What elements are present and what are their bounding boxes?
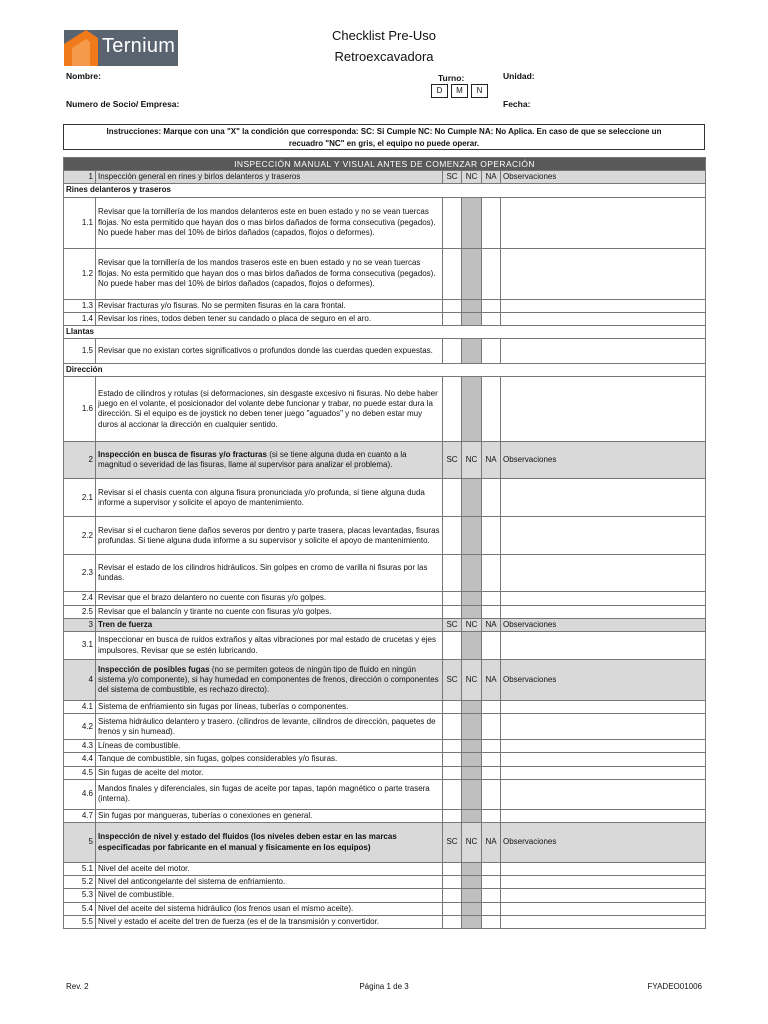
page-title: Checklist Pre-Uso (331, 28, 437, 43)
sc-checkbox-cell[interactable] (443, 197, 462, 248)
fecha-label: Fecha: (503, 99, 531, 109)
checklist-item-row (64, 701, 706, 714)
item-description: Estado de cilindros y rotulas (si deformaciones, sin desgaste excesivo ni fisuras. No debe haber juego en el volante, el posicionador del volante debe funcionar y trabar, no puede estar dura la dirección. Si el equipo es de joystick no deben tener juego "aguados" y no deben estar muy duros al accionar la dirección en cualquier sentido. (96, 377, 443, 442)
section-header-row (64, 823, 706, 863)
observations-cell[interactable] (501, 915, 706, 928)
turno-d-box[interactable]: D (431, 84, 448, 98)
item-number: 5.2 (64, 876, 96, 889)
nc-checkbox-cell[interactable] (462, 915, 482, 928)
item-description: Tanque de combustible, sin fugas, golpes considerables y/o fisuras. (96, 753, 443, 766)
column-header-na: NA (482, 442, 501, 479)
observations-cell[interactable] (501, 377, 706, 442)
item-description: Nivel de combustible. (96, 889, 443, 902)
nc-checkbox-cell[interactable] (462, 779, 482, 809)
observations-cell[interactable] (501, 714, 706, 740)
sc-checkbox-cell[interactable] (443, 377, 462, 442)
item-number: 2.4 (64, 592, 96, 605)
section-header-row (64, 171, 706, 184)
sc-checkbox-cell[interactable] (443, 605, 462, 618)
na-checkbox-cell[interactable] (482, 889, 501, 902)
checklist-item-row (64, 592, 706, 605)
item-number: 5.4 (64, 902, 96, 915)
observations-cell[interactable] (501, 299, 706, 312)
observations-cell[interactable] (501, 889, 706, 902)
sc-checkbox-cell[interactable] (443, 915, 462, 928)
section-header-row (64, 618, 706, 631)
observations-cell[interactable] (501, 740, 706, 753)
instructions-box (63, 124, 705, 150)
na-checkbox-cell[interactable] (482, 312, 501, 325)
section-title-cell (96, 618, 443, 631)
observations-cell[interactable] (501, 248, 706, 299)
category-row (64, 184, 706, 197)
section-title-cell (96, 660, 443, 701)
checklist-item-row (64, 876, 706, 889)
page-subtitle: Retroexcavadora (334, 49, 434, 64)
sc-checkbox-cell[interactable] (443, 312, 462, 325)
na-checkbox-cell[interactable] (482, 766, 501, 779)
item-description: Sistema hidráulico delantero y trasero. (cilindros de levante, cilindros de dirección, paquetes de frenos y sin humead). (96, 714, 443, 740)
item-description: Revisar que la tornillería de los mandos traseros este en buen estado y no se vean tuercas flojas. No esta permitido que hayan dos o mas birlos dañados de forma consecutiva (pegados). No puede haber mas del 10% de birlos dañados (capados, flojos o deformes). (96, 248, 443, 299)
column-header-nc: NC (462, 442, 482, 479)
checklist-item-row (64, 779, 706, 809)
column-header-sc: SC (443, 171, 462, 184)
checklist-item-row (64, 753, 706, 766)
checklist-item-row (64, 555, 706, 592)
item-description: Sistema de enfriamiento sin fugas por líneas, tuberías o componentes. (96, 701, 443, 714)
section-header-row (64, 442, 706, 479)
nc-checkbox-cell[interactable] (462, 592, 482, 605)
checklist-table (63, 157, 706, 929)
checklist-item-row (64, 766, 706, 779)
na-checkbox-cell[interactable] (482, 779, 501, 809)
nc-checkbox-cell[interactable] (462, 339, 482, 364)
nombre-label: Nombre: (66, 71, 101, 81)
na-checkbox-cell[interactable] (482, 915, 501, 928)
nc-checkbox-cell[interactable] (462, 248, 482, 299)
item-description: Sin fugas por mangueras, tuberías o conexiones en general. (96, 809, 443, 822)
checklist-item-row (64, 915, 706, 928)
footer-page-number: Página 1 de 3 (359, 982, 409, 991)
sc-checkbox-cell[interactable] (443, 779, 462, 809)
observations-cell[interactable] (501, 312, 706, 325)
item-description: Revisar si el chasis cuenta con alguna fisura pronunciada y/o profunda, si tiene alguna duda informe a supervisor y solicite el apoyo de mantenimiento. (96, 479, 443, 517)
nc-checkbox-cell[interactable] (462, 809, 482, 822)
column-header-nc: NC (462, 171, 482, 184)
column-header-obs: Observaciones (501, 171, 706, 184)
banner-title: INSPECCIÓN MANUAL Y VISUAL ANTES DE COMENZAR OPERACIÓN (64, 158, 706, 171)
checklist-item-row (64, 339, 706, 364)
item-description: Revisar si el cucharon tiene daños severos por dentro y parte trasera, placas levantadas, fisuras profundas. Si tiene alguna duda informe a su supervisor y solicite el apoyo de mantenimiento. (96, 517, 443, 555)
section-number: 3 (64, 618, 96, 631)
item-description: Mandos finales y diferenciales, sin fugas de aceite por tapas, tapón magnético o parte trasera (interna). (96, 779, 443, 809)
item-number: 2.5 (64, 605, 96, 618)
item-description: Revisar que el balancín y tirante no cuente con fisuras y/o golpes. (96, 605, 443, 618)
observations-cell[interactable] (501, 766, 706, 779)
column-header-na: NA (482, 618, 501, 631)
nc-checkbox-cell[interactable] (462, 555, 482, 592)
column-header-sc: SC (443, 442, 462, 479)
na-checkbox-cell[interactable] (482, 299, 501, 312)
checklist-item-row (64, 248, 706, 299)
observations-cell[interactable] (501, 605, 706, 618)
item-number: 3.1 (64, 632, 96, 660)
section-number: 5 (64, 823, 96, 863)
checklist-item-row (64, 479, 706, 517)
item-description: Sin fugas de aceite del motor. (96, 766, 443, 779)
observations-cell[interactable] (501, 339, 706, 364)
na-checkbox-cell[interactable] (482, 592, 501, 605)
na-checkbox-cell[interactable] (482, 555, 501, 592)
section-number: 1 (64, 171, 96, 184)
item-description: Inspeccionar en busca de ruidos extraños y altas vibraciones por mal estado de crucetas y ejes impulsores. Revisar que se estén lubricando. (96, 632, 443, 660)
column-header-sc: SC (443, 823, 462, 863)
checklist-item-row (64, 902, 706, 915)
category-label: Llantas (64, 326, 706, 339)
checklist-item-row (64, 605, 706, 618)
observations-cell[interactable] (501, 701, 706, 714)
nc-checkbox-cell[interactable] (462, 377, 482, 442)
column-header-na: NA (482, 171, 501, 184)
nc-checkbox-cell[interactable] (462, 753, 482, 766)
section-number: 4 (64, 660, 96, 701)
sc-checkbox-cell[interactable] (443, 632, 462, 660)
column-header-obs: Observaciones (501, 823, 706, 863)
nc-checkbox-cell[interactable] (462, 312, 482, 325)
nc-checkbox-cell[interactable] (462, 863, 482, 876)
checklist-item-row (64, 197, 706, 248)
item-description: Nivel del aceite del motor. (96, 863, 443, 876)
na-checkbox-cell[interactable] (482, 339, 501, 364)
logo-text: Ternium (102, 35, 176, 57)
socio-label: Numero de Socio/ Empresa: (66, 99, 180, 109)
section-title: Inspección en busca de fisuras y/o fracturas (98, 450, 267, 460)
observations-cell[interactable] (501, 479, 706, 517)
sc-checkbox-cell[interactable] (443, 876, 462, 889)
item-number: 2.1 (64, 479, 96, 517)
checklist-item-row (64, 517, 706, 555)
section-title: Inspección de posibles fugas (98, 664, 210, 674)
item-description: Revisar que la tornillería de los mandos delanteros este en buen estado y no se vean tuercas flojas. No esta permitido que hayan dos o mas birlos dañados de forma consecutiva (pegados). No puede haber mas del 10% de birlos dañados (capados, flojos o deformes). (96, 197, 443, 248)
column-header-nc: NC (462, 660, 482, 701)
nc-checkbox-cell[interactable] (462, 517, 482, 555)
item-number: 5.1 (64, 863, 96, 876)
column-header-obs: Observaciones (501, 442, 706, 479)
item-number: 1.3 (64, 299, 96, 312)
checklist-item-row (64, 377, 706, 442)
checklist-item-row (64, 299, 706, 312)
observations-cell[interactable] (501, 902, 706, 915)
sc-checkbox-cell[interactable] (443, 809, 462, 822)
nc-checkbox-cell[interactable] (462, 479, 482, 517)
checklist-item-row (64, 632, 706, 660)
item-number: 4.4 (64, 753, 96, 766)
footer-form-code: FYADEO01006 (647, 982, 702, 991)
item-number: 4.2 (64, 714, 96, 740)
item-number: 1.6 (64, 377, 96, 442)
turno-options (431, 84, 491, 98)
column-header-na: NA (482, 660, 501, 701)
na-checkbox-cell[interactable] (482, 377, 501, 442)
sc-checkbox-cell[interactable] (443, 740, 462, 753)
na-checkbox-cell[interactable] (482, 902, 501, 915)
column-header-sc: SC (443, 618, 462, 631)
observations-cell[interactable] (501, 592, 706, 605)
item-description: Nivel del anticongelante del sistema de enfriamiento. (96, 876, 443, 889)
column-header-sc: SC (443, 660, 462, 701)
section-note: (no se permiten goteos de ningún tipo de fluido en ningún sistema y/o componente), si hay humedad en componentes de frenos, dirección o componentes del sistema de combustible, es rechazo directo). (98, 664, 439, 695)
item-description: Líneas de combustible. (96, 740, 443, 753)
section-note: (si se tiene alguna duda en cuanto a la magnitud o severidad de las fisuras, llame al supervisor para analizar el problema). (98, 450, 407, 470)
item-description: Revisar el estado de los cilindros hidráulicos. Sin golpes en cromo de varilla ni fisuras por las fundas. (96, 555, 443, 592)
na-checkbox-cell[interactable] (482, 479, 501, 517)
section-title-cell (96, 442, 443, 479)
item-number: 1.1 (64, 197, 96, 248)
column-header-obs: Observaciones (501, 618, 706, 631)
footer-revision: Rev. 2 (66, 982, 89, 991)
turno-n-box[interactable]: N (471, 84, 488, 98)
item-number: 4.6 (64, 779, 96, 809)
item-number: 4.7 (64, 809, 96, 822)
item-description: Revisar fracturas y/o fisuras. No se permiten fisuras en la cara frontal. (96, 299, 443, 312)
turno-m-box[interactable]: M (451, 84, 468, 98)
column-header-nc: NC (462, 823, 482, 863)
observations-cell[interactable] (501, 863, 706, 876)
sc-checkbox-cell[interactable] (443, 592, 462, 605)
nc-checkbox-cell[interactable] (462, 714, 482, 740)
item-description: Revisar que el brazo delantero no cuente con fisuras y/o golpes. (96, 592, 443, 605)
nc-checkbox-cell[interactable] (462, 632, 482, 660)
na-checkbox-cell[interactable] (482, 605, 501, 618)
item-number: 4.1 (64, 701, 96, 714)
item-number: 4.3 (64, 740, 96, 753)
observations-cell[interactable] (501, 753, 706, 766)
category-row (64, 326, 706, 339)
checklist-item-row (64, 740, 706, 753)
column-header-nc: NC (462, 618, 482, 631)
na-checkbox-cell[interactable] (482, 740, 501, 753)
category-row (64, 364, 706, 377)
na-checkbox-cell[interactable] (482, 714, 501, 740)
sc-checkbox-cell[interactable] (443, 863, 462, 876)
sc-checkbox-cell[interactable] (443, 902, 462, 915)
nc-checkbox-cell[interactable] (462, 766, 482, 779)
na-checkbox-cell[interactable] (482, 876, 501, 889)
checklist-item-row (64, 809, 706, 822)
observations-cell[interactable] (501, 876, 706, 889)
nc-checkbox-cell[interactable] (462, 740, 482, 753)
category-label: Rines delanteros y traseros (64, 184, 706, 197)
category-label: Dirección (64, 364, 706, 377)
section-title: Tren de fuerza (98, 619, 153, 629)
na-checkbox-cell[interactable] (482, 517, 501, 555)
checklist-item-row (64, 714, 706, 740)
item-number: 1.2 (64, 248, 96, 299)
sc-checkbox-cell[interactable] (443, 479, 462, 517)
sc-checkbox-cell[interactable] (443, 889, 462, 902)
checklist-item-row (64, 312, 706, 325)
observations-cell[interactable] (501, 555, 706, 592)
section-title: Inspección de nivel y estado del fluidos (los niveles deben estar en las marcas especificadas por fabricante en el manual y físicamente en los equipos) (98, 832, 397, 852)
nc-checkbox-cell[interactable] (462, 299, 482, 312)
checklist-item-row (64, 863, 706, 876)
section-number: 2 (64, 442, 96, 479)
item-number: 5.3 (64, 889, 96, 902)
na-checkbox-cell[interactable] (482, 753, 501, 766)
column-header-obs: Observaciones (501, 660, 706, 701)
sc-checkbox-cell[interactable] (443, 339, 462, 364)
unidad-label: Unidad: (503, 71, 535, 81)
sc-checkbox-cell[interactable] (443, 753, 462, 766)
observations-cell[interactable] (501, 197, 706, 248)
na-checkbox-cell[interactable] (482, 863, 501, 876)
sc-checkbox-cell[interactable] (443, 517, 462, 555)
na-checkbox-cell[interactable] (482, 701, 501, 714)
sc-checkbox-cell[interactable] (443, 555, 462, 592)
item-number: 1.4 (64, 312, 96, 325)
na-checkbox-cell[interactable] (482, 197, 501, 248)
item-description: Nivel y estado el aceite del tren de fuerza (es el de la transmisión y convertidor. (96, 915, 443, 928)
sc-checkbox-cell[interactable] (443, 248, 462, 299)
observations-cell[interactable] (501, 779, 706, 809)
turno-label: Turno: (438, 73, 465, 83)
item-number: 5.5 (64, 915, 96, 928)
item-description: Nivel del aceite del sistema hidráulico (los frenos usan el mismo aceite). (96, 902, 443, 915)
item-description: Revisar que no existan cortes significativos o profundos donde las cuerdas queden expuestas. (96, 339, 443, 364)
section-title-cell (96, 823, 443, 863)
instructions-line-2: recuadro "NC" en gris, el equipo no puede operar. (288, 139, 480, 148)
sc-checkbox-cell[interactable] (443, 701, 462, 714)
section-banner (64, 158, 706, 171)
sc-checkbox-cell[interactable] (443, 299, 462, 312)
na-checkbox-cell[interactable] (482, 632, 501, 660)
checklist-item-row (64, 889, 706, 902)
nc-checkbox-cell[interactable] (462, 197, 482, 248)
column-header-na: NA (482, 823, 501, 863)
item-number: 1.5 (64, 339, 96, 364)
nc-checkbox-cell[interactable] (462, 701, 482, 714)
item-description: Revisar los rines, todos deben tener su candado o placa de seguro en el aro. (96, 312, 443, 325)
section-header-row (64, 660, 706, 701)
section-title: Inspección general en rines y birlos delanteros y traseros (98, 172, 301, 182)
item-number: 2.3 (64, 555, 96, 592)
sc-checkbox-cell[interactable] (443, 766, 462, 779)
na-checkbox-cell[interactable] (482, 809, 501, 822)
na-checkbox-cell[interactable] (482, 248, 501, 299)
nc-checkbox-cell[interactable] (462, 876, 482, 889)
observations-cell[interactable] (501, 809, 706, 822)
observations-cell[interactable] (501, 632, 706, 660)
item-number: 4.5 (64, 766, 96, 779)
section-title-cell (96, 171, 443, 184)
nc-checkbox-cell[interactable] (462, 889, 482, 902)
nc-checkbox-cell[interactable] (462, 902, 482, 915)
nc-checkbox-cell[interactable] (462, 605, 482, 618)
instructions-line-1: Instrucciones: Marque con una "X" la condición que corresponda: SC: Si Cumple NC: No Cumple NA: No Aplica. En caso de que se seleccione un (106, 127, 662, 136)
sc-checkbox-cell[interactable] (443, 714, 462, 740)
observations-cell[interactable] (501, 517, 706, 555)
item-number: 2.2 (64, 517, 96, 555)
